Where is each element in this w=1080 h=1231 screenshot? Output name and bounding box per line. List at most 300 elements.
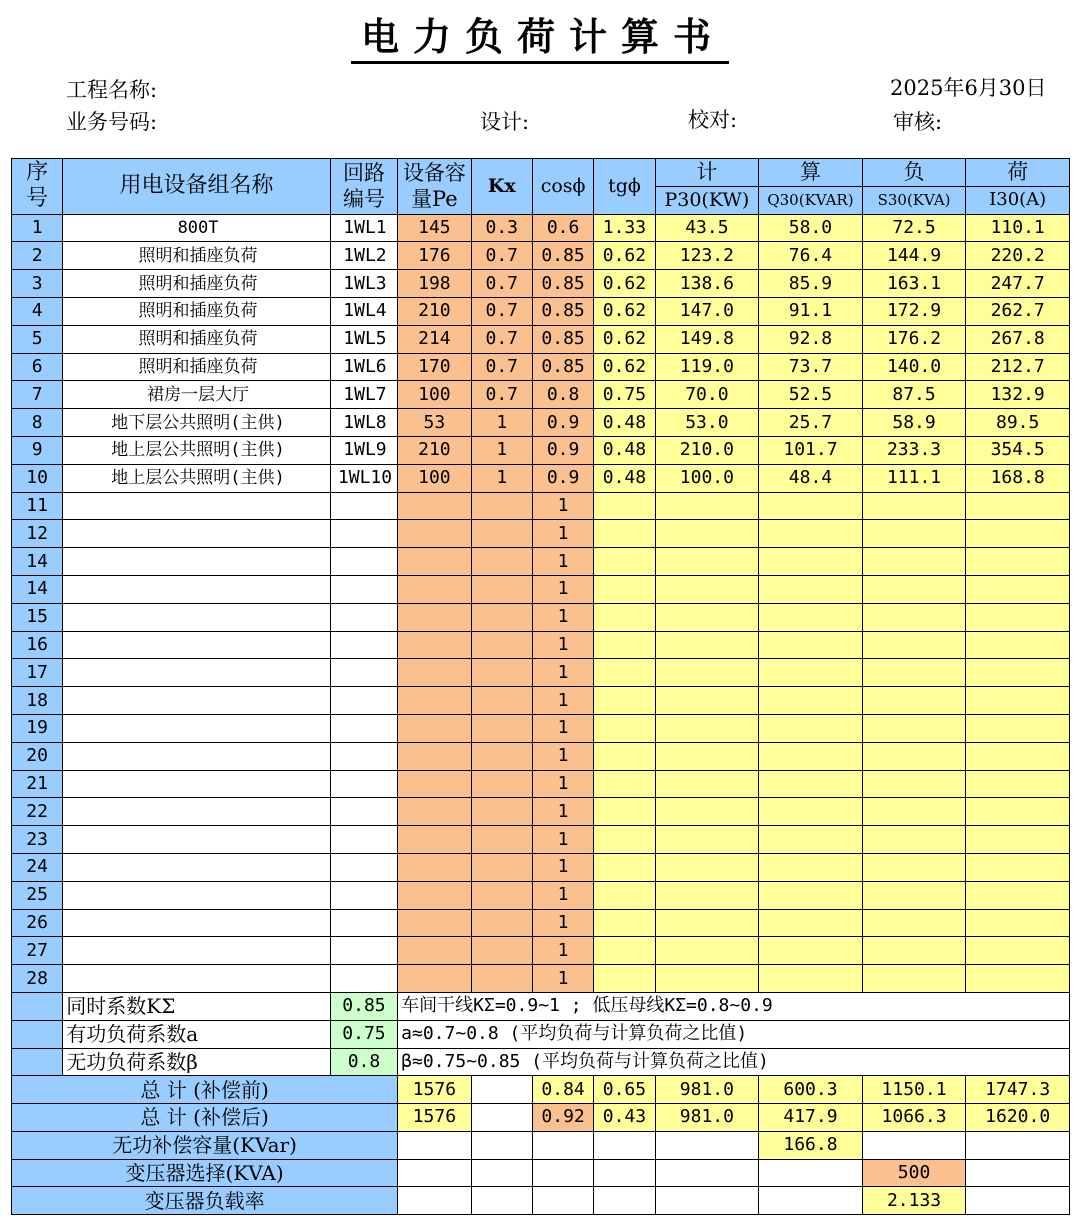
row-i30: 247.7 [966, 270, 1070, 298]
row-q30 [759, 826, 863, 854]
row-circuit [330, 659, 397, 687]
row-capacity [398, 937, 471, 965]
compensation-row [12, 1131, 1070, 1159]
row-capacity: 210 [398, 436, 471, 464]
row-tg [594, 742, 655, 770]
total-kx [471, 1076, 532, 1104]
row-tg: 0.62 [594, 270, 655, 298]
row-i30 [966, 881, 1070, 909]
row-s30 [862, 742, 966, 770]
row-circuit: 1WL7 [330, 381, 397, 409]
row-circuit [330, 826, 397, 854]
row-circuit [330, 965, 397, 993]
total-label: 总 计 (补偿前) [12, 1076, 398, 1104]
row-tg: 0.48 [594, 464, 655, 492]
row-p30: 147.0 [655, 297, 759, 325]
row-kx [471, 826, 532, 854]
row-s30 [862, 659, 966, 687]
row-circuit: 1WL1 [330, 214, 397, 242]
row-p30 [655, 575, 759, 603]
row-capacity: 53 [398, 409, 471, 437]
row-device-name: 800T [63, 214, 331, 242]
row-circuit: 1WL9 [330, 436, 397, 464]
row-i30 [966, 520, 1070, 548]
row-kx [471, 742, 532, 770]
row-device-name [63, 742, 331, 770]
row-circuit: 1WL4 [330, 297, 397, 325]
row-kx: 1 [471, 464, 532, 492]
table-row [12, 909, 1070, 937]
load-rate-row-empty [594, 1187, 655, 1215]
row-i30: 132.9 [966, 381, 1070, 409]
row-p30 [655, 687, 759, 715]
table-row [12, 742, 1070, 770]
row-seq: 11 [12, 492, 63, 520]
table-row [12, 436, 1070, 464]
row-tg: 1.33 [594, 214, 655, 242]
row-seq: 26 [12, 909, 63, 937]
row-seq: 21 [12, 770, 63, 798]
row-q30 [759, 798, 863, 826]
row-capacity: 210 [398, 297, 471, 325]
header-circuit: 回路编号 [330, 159, 397, 215]
row-i30 [966, 937, 1070, 965]
row-s30 [862, 631, 966, 659]
row-q30 [759, 687, 863, 715]
row-capacity: 100 [398, 381, 471, 409]
row-q30 [759, 492, 863, 520]
load-rate-row-label: 变压器负载率 [12, 1187, 398, 1215]
table-row [12, 381, 1070, 409]
row-circuit [330, 603, 397, 631]
row-kx [471, 881, 532, 909]
header-calc-3: 负 [862, 159, 966, 187]
row-kx [471, 631, 532, 659]
row-p30 [655, 798, 759, 826]
row-p30 [655, 742, 759, 770]
table-row [12, 687, 1070, 715]
row-circuit: 1WL10 [330, 464, 397, 492]
load-calculation-table [11, 158, 1070, 1215]
header-calc-1: 计 [655, 159, 759, 187]
row-i30: 220.2 [966, 242, 1070, 270]
row-s30: 140.0 [862, 353, 966, 381]
row-p30 [655, 548, 759, 576]
row-capacity [398, 520, 471, 548]
transformer-row [12, 1159, 1070, 1187]
header-capacity: 设备容量Pe [398, 159, 471, 215]
row-seq: 24 [12, 853, 63, 881]
total-capacity: 1576 [398, 1104, 471, 1132]
row-s30 [862, 714, 966, 742]
row-p30: 53.0 [655, 409, 759, 437]
row-device-name [63, 687, 331, 715]
row-kx: 0.7 [471, 297, 532, 325]
row-cos: 1 [532, 853, 593, 881]
row-q30 [759, 575, 863, 603]
row-capacity [398, 909, 471, 937]
row-p30: 70.0 [655, 381, 759, 409]
row-cos: 1 [532, 798, 593, 826]
row-device-name [63, 937, 331, 965]
row-p30: 43.5 [655, 214, 759, 242]
table-row [12, 464, 1070, 492]
row-circuit: 1WL2 [330, 242, 397, 270]
header-name: 用电设备组名称 [63, 159, 331, 215]
row-capacity [398, 687, 471, 715]
row-device-name: 地上层公共照明(主供) [63, 436, 331, 464]
row-i30 [966, 909, 1070, 937]
total-row [12, 1076, 1070, 1104]
row-kx [471, 575, 532, 603]
document-title: 电力负荷计算书 [0, 6, 1080, 61]
row-capacity [398, 742, 471, 770]
row-device-name [63, 798, 331, 826]
row-s30 [862, 575, 966, 603]
review-label: 审核: [893, 110, 943, 134]
table-row [12, 409, 1070, 437]
row-device-name [63, 575, 331, 603]
row-s30 [862, 853, 966, 881]
row-circuit [330, 742, 397, 770]
row-device-name [63, 881, 331, 909]
table-row [12, 492, 1070, 520]
table-row [12, 770, 1070, 798]
row-seq: 9 [12, 436, 63, 464]
row-kx: 0.3 [471, 214, 532, 242]
row-circuit [330, 520, 397, 548]
project-name-label: 工程名称: [66, 78, 158, 102]
row-seq: 14 [12, 575, 63, 603]
row-capacity: 100 [398, 464, 471, 492]
row-cos: 1 [532, 909, 593, 937]
row-circuit: 1WL5 [330, 325, 397, 353]
coefficient-spacer [12, 992, 63, 1020]
row-cos: 0.9 [532, 436, 593, 464]
row-s30 [862, 909, 966, 937]
row-q30: 52.5 [759, 381, 863, 409]
total-p30: 981.0 [655, 1076, 759, 1104]
row-tg [594, 965, 655, 993]
row-cos: 1 [532, 742, 593, 770]
row-q30 [759, 853, 863, 881]
table-row [12, 881, 1070, 909]
row-i30: 262.7 [966, 297, 1070, 325]
row-device-name [63, 909, 331, 937]
row-cos: 1 [532, 548, 593, 576]
row-seq: 14 [12, 548, 63, 576]
row-q30 [759, 520, 863, 548]
row-kx [471, 492, 532, 520]
table-row [12, 965, 1070, 993]
header-kx: Kx [471, 159, 532, 215]
row-device-name [63, 965, 331, 993]
row-s30: 58.9 [862, 409, 966, 437]
row-p30 [655, 937, 759, 965]
table-row [12, 325, 1070, 353]
row-cos: 0.85 [532, 242, 593, 270]
row-kx: 0.7 [471, 381, 532, 409]
row-p30: 123.2 [655, 242, 759, 270]
row-capacity [398, 770, 471, 798]
row-device-name [63, 659, 331, 687]
compensation-row-empty [594, 1131, 655, 1159]
row-p30: 119.0 [655, 353, 759, 381]
transformer-row-empty [471, 1159, 532, 1187]
row-device-name [63, 603, 331, 631]
row-seq: 25 [12, 881, 63, 909]
row-i30 [966, 631, 1070, 659]
row-circuit: 1WL6 [330, 353, 397, 381]
row-i30 [966, 603, 1070, 631]
row-circuit: 1WL3 [330, 270, 397, 298]
row-capacity [398, 659, 471, 687]
row-kx: 1 [471, 409, 532, 437]
row-p30 [655, 492, 759, 520]
transformer-row-empty [966, 1159, 1070, 1187]
compensation-row-empty [655, 1131, 759, 1159]
table-row [12, 714, 1070, 742]
row-q30 [759, 714, 863, 742]
row-seq: 16 [12, 631, 63, 659]
row-i30 [966, 798, 1070, 826]
transformer-row-empty [759, 1159, 863, 1187]
document-date: 2025年6月30日 [890, 76, 1047, 100]
compensation-row-empty [471, 1131, 532, 1159]
row-seq: 27 [12, 937, 63, 965]
header-tg: tgϕ [594, 159, 655, 215]
row-s30 [862, 770, 966, 798]
row-q30: 48.4 [759, 464, 863, 492]
row-capacity: 214 [398, 325, 471, 353]
row-circuit: 1WL8 [330, 409, 397, 437]
load-rate-row-empty [759, 1187, 863, 1215]
row-tg: 0.62 [594, 325, 655, 353]
row-tg: 0.48 [594, 409, 655, 437]
table-row [12, 270, 1070, 298]
row-q30 [759, 937, 863, 965]
row-seq: 7 [12, 381, 63, 409]
row-i30 [966, 687, 1070, 715]
row-q30 [759, 770, 863, 798]
header-calc-4: 荷 [966, 159, 1070, 187]
row-device-name [63, 853, 331, 881]
row-s30 [862, 826, 966, 854]
row-i30 [966, 965, 1070, 993]
row-device-name: 裙房一层大厅 [63, 381, 331, 409]
row-i30: 267.8 [966, 325, 1070, 353]
table-row [12, 798, 1070, 826]
table-row [12, 575, 1070, 603]
transformer-row-empty [532, 1159, 593, 1187]
row-cos: 1 [532, 603, 593, 631]
row-q30 [759, 742, 863, 770]
row-i30 [966, 575, 1070, 603]
row-cos: 1 [532, 965, 593, 993]
row-s30 [862, 548, 966, 576]
row-i30 [966, 548, 1070, 576]
total-tg: 0.43 [594, 1104, 655, 1132]
row-kx: 0.7 [471, 270, 532, 298]
row-tg: 0.62 [594, 353, 655, 381]
row-p30: 100.0 [655, 464, 759, 492]
row-cos: 1 [532, 770, 593, 798]
row-circuit [330, 798, 397, 826]
coefficient-value: 0.75 [330, 1020, 397, 1048]
coefficient-value: 0.8 [330, 1048, 397, 1076]
header-p30: P30(KW) [655, 186, 759, 214]
coefficient-row [12, 992, 1070, 1020]
row-p30 [655, 714, 759, 742]
total-tg: 0.65 [594, 1076, 655, 1104]
row-capacity [398, 492, 471, 520]
row-tg [594, 659, 655, 687]
row-i30 [966, 742, 1070, 770]
load-rate-row-empty [966, 1187, 1070, 1215]
row-p30 [655, 659, 759, 687]
row-device-name: 地上层公共照明(主供) [63, 464, 331, 492]
row-i30: 110.1 [966, 214, 1070, 242]
table-row [12, 659, 1070, 687]
coefficient-spacer [12, 1020, 63, 1048]
row-tg [594, 631, 655, 659]
row-tg [594, 520, 655, 548]
row-tg [594, 798, 655, 826]
table-row [12, 937, 1070, 965]
row-device-name: 照明和插座负荷 [63, 270, 331, 298]
row-kx [471, 909, 532, 937]
row-circuit [330, 881, 397, 909]
row-s30: 233.3 [862, 436, 966, 464]
row-s30: 172.9 [862, 297, 966, 325]
header-i30: I30(A) [966, 186, 1070, 214]
coefficient-note: a≈0.7~0.8 (平均负荷与计算负荷之比值) [398, 1020, 1070, 1048]
table-row [12, 826, 1070, 854]
row-p30: 138.6 [655, 270, 759, 298]
row-s30 [862, 492, 966, 520]
row-i30: 212.7 [966, 353, 1070, 381]
row-capacity [398, 603, 471, 631]
row-cos: 0.85 [532, 270, 593, 298]
row-kx [471, 687, 532, 715]
row-device-name: 照明和插座负荷 [63, 353, 331, 381]
row-tg [594, 575, 655, 603]
row-s30 [862, 937, 966, 965]
row-seq: 23 [12, 826, 63, 854]
row-tg [594, 687, 655, 715]
row-circuit [330, 770, 397, 798]
row-q30: 85.9 [759, 270, 863, 298]
row-q30: 91.1 [759, 297, 863, 325]
header-q30: Q30(KVAR) [759, 186, 863, 214]
row-seq: 15 [12, 603, 63, 631]
row-q30 [759, 881, 863, 909]
row-cos: 1 [532, 826, 593, 854]
row-circuit [330, 714, 397, 742]
row-p30 [655, 826, 759, 854]
row-seq: 18 [12, 687, 63, 715]
row-cos: 1 [532, 575, 593, 603]
table-row [12, 853, 1070, 881]
total-q30: 600.3 [759, 1076, 863, 1104]
row-q30 [759, 631, 863, 659]
row-q30: 73.7 [759, 353, 863, 381]
row-capacity: 198 [398, 270, 471, 298]
row-q30 [759, 548, 863, 576]
row-kx: 0.7 [471, 325, 532, 353]
transformer-row-empty [594, 1159, 655, 1187]
row-seq: 5 [12, 325, 63, 353]
total-cos: 0.84 [532, 1076, 593, 1104]
row-kx [471, 548, 532, 576]
business-number-label: 业务号码: [66, 110, 158, 134]
row-tg: 0.75 [594, 381, 655, 409]
row-seq: 4 [12, 297, 63, 325]
row-kx [471, 714, 532, 742]
row-capacity [398, 575, 471, 603]
row-circuit [330, 937, 397, 965]
row-seq: 10 [12, 464, 63, 492]
row-capacity [398, 965, 471, 993]
row-s30 [862, 881, 966, 909]
check-label: 校对: [688, 108, 738, 132]
row-capacity [398, 881, 471, 909]
row-i30 [966, 770, 1070, 798]
coefficient-note: 车间干线KΣ=0.9~1 ; 低压母线KΣ=0.8~0.9 [398, 992, 1070, 1020]
row-cos: 0.9 [532, 409, 593, 437]
row-tg [594, 881, 655, 909]
row-circuit [330, 575, 397, 603]
total-capacity: 1576 [398, 1076, 471, 1104]
coefficient-row [12, 1048, 1070, 1076]
row-q30: 58.0 [759, 214, 863, 242]
row-cos: 0.85 [532, 325, 593, 353]
row-i30: 168.8 [966, 464, 1070, 492]
row-s30 [862, 798, 966, 826]
row-tg [594, 770, 655, 798]
row-i30 [966, 714, 1070, 742]
row-capacity: 176 [398, 242, 471, 270]
row-device-name [63, 631, 331, 659]
row-q30: 25.7 [759, 409, 863, 437]
row-p30 [655, 881, 759, 909]
row-tg: 0.48 [594, 436, 655, 464]
row-capacity [398, 631, 471, 659]
row-q30: 76.4 [759, 242, 863, 270]
row-p30: 210.0 [655, 436, 759, 464]
total-i30: 1747.3 [966, 1076, 1070, 1104]
row-tg [594, 492, 655, 520]
row-i30 [966, 659, 1070, 687]
compensation-row-empty [966, 1131, 1070, 1159]
row-i30: 89.5 [966, 409, 1070, 437]
row-kx [471, 659, 532, 687]
table-row [12, 631, 1070, 659]
row-cos: 1 [532, 492, 593, 520]
row-s30 [862, 965, 966, 993]
row-s30: 144.9 [862, 242, 966, 270]
row-kx [471, 853, 532, 881]
row-kx [471, 937, 532, 965]
row-device-name [63, 520, 331, 548]
row-tg [594, 937, 655, 965]
row-circuit [330, 492, 397, 520]
row-cos: 0.85 [532, 353, 593, 381]
row-q30: 101.7 [759, 436, 863, 464]
load-rate-row-value: 2.133 [862, 1187, 966, 1215]
row-s30 [862, 687, 966, 715]
row-circuit [330, 909, 397, 937]
